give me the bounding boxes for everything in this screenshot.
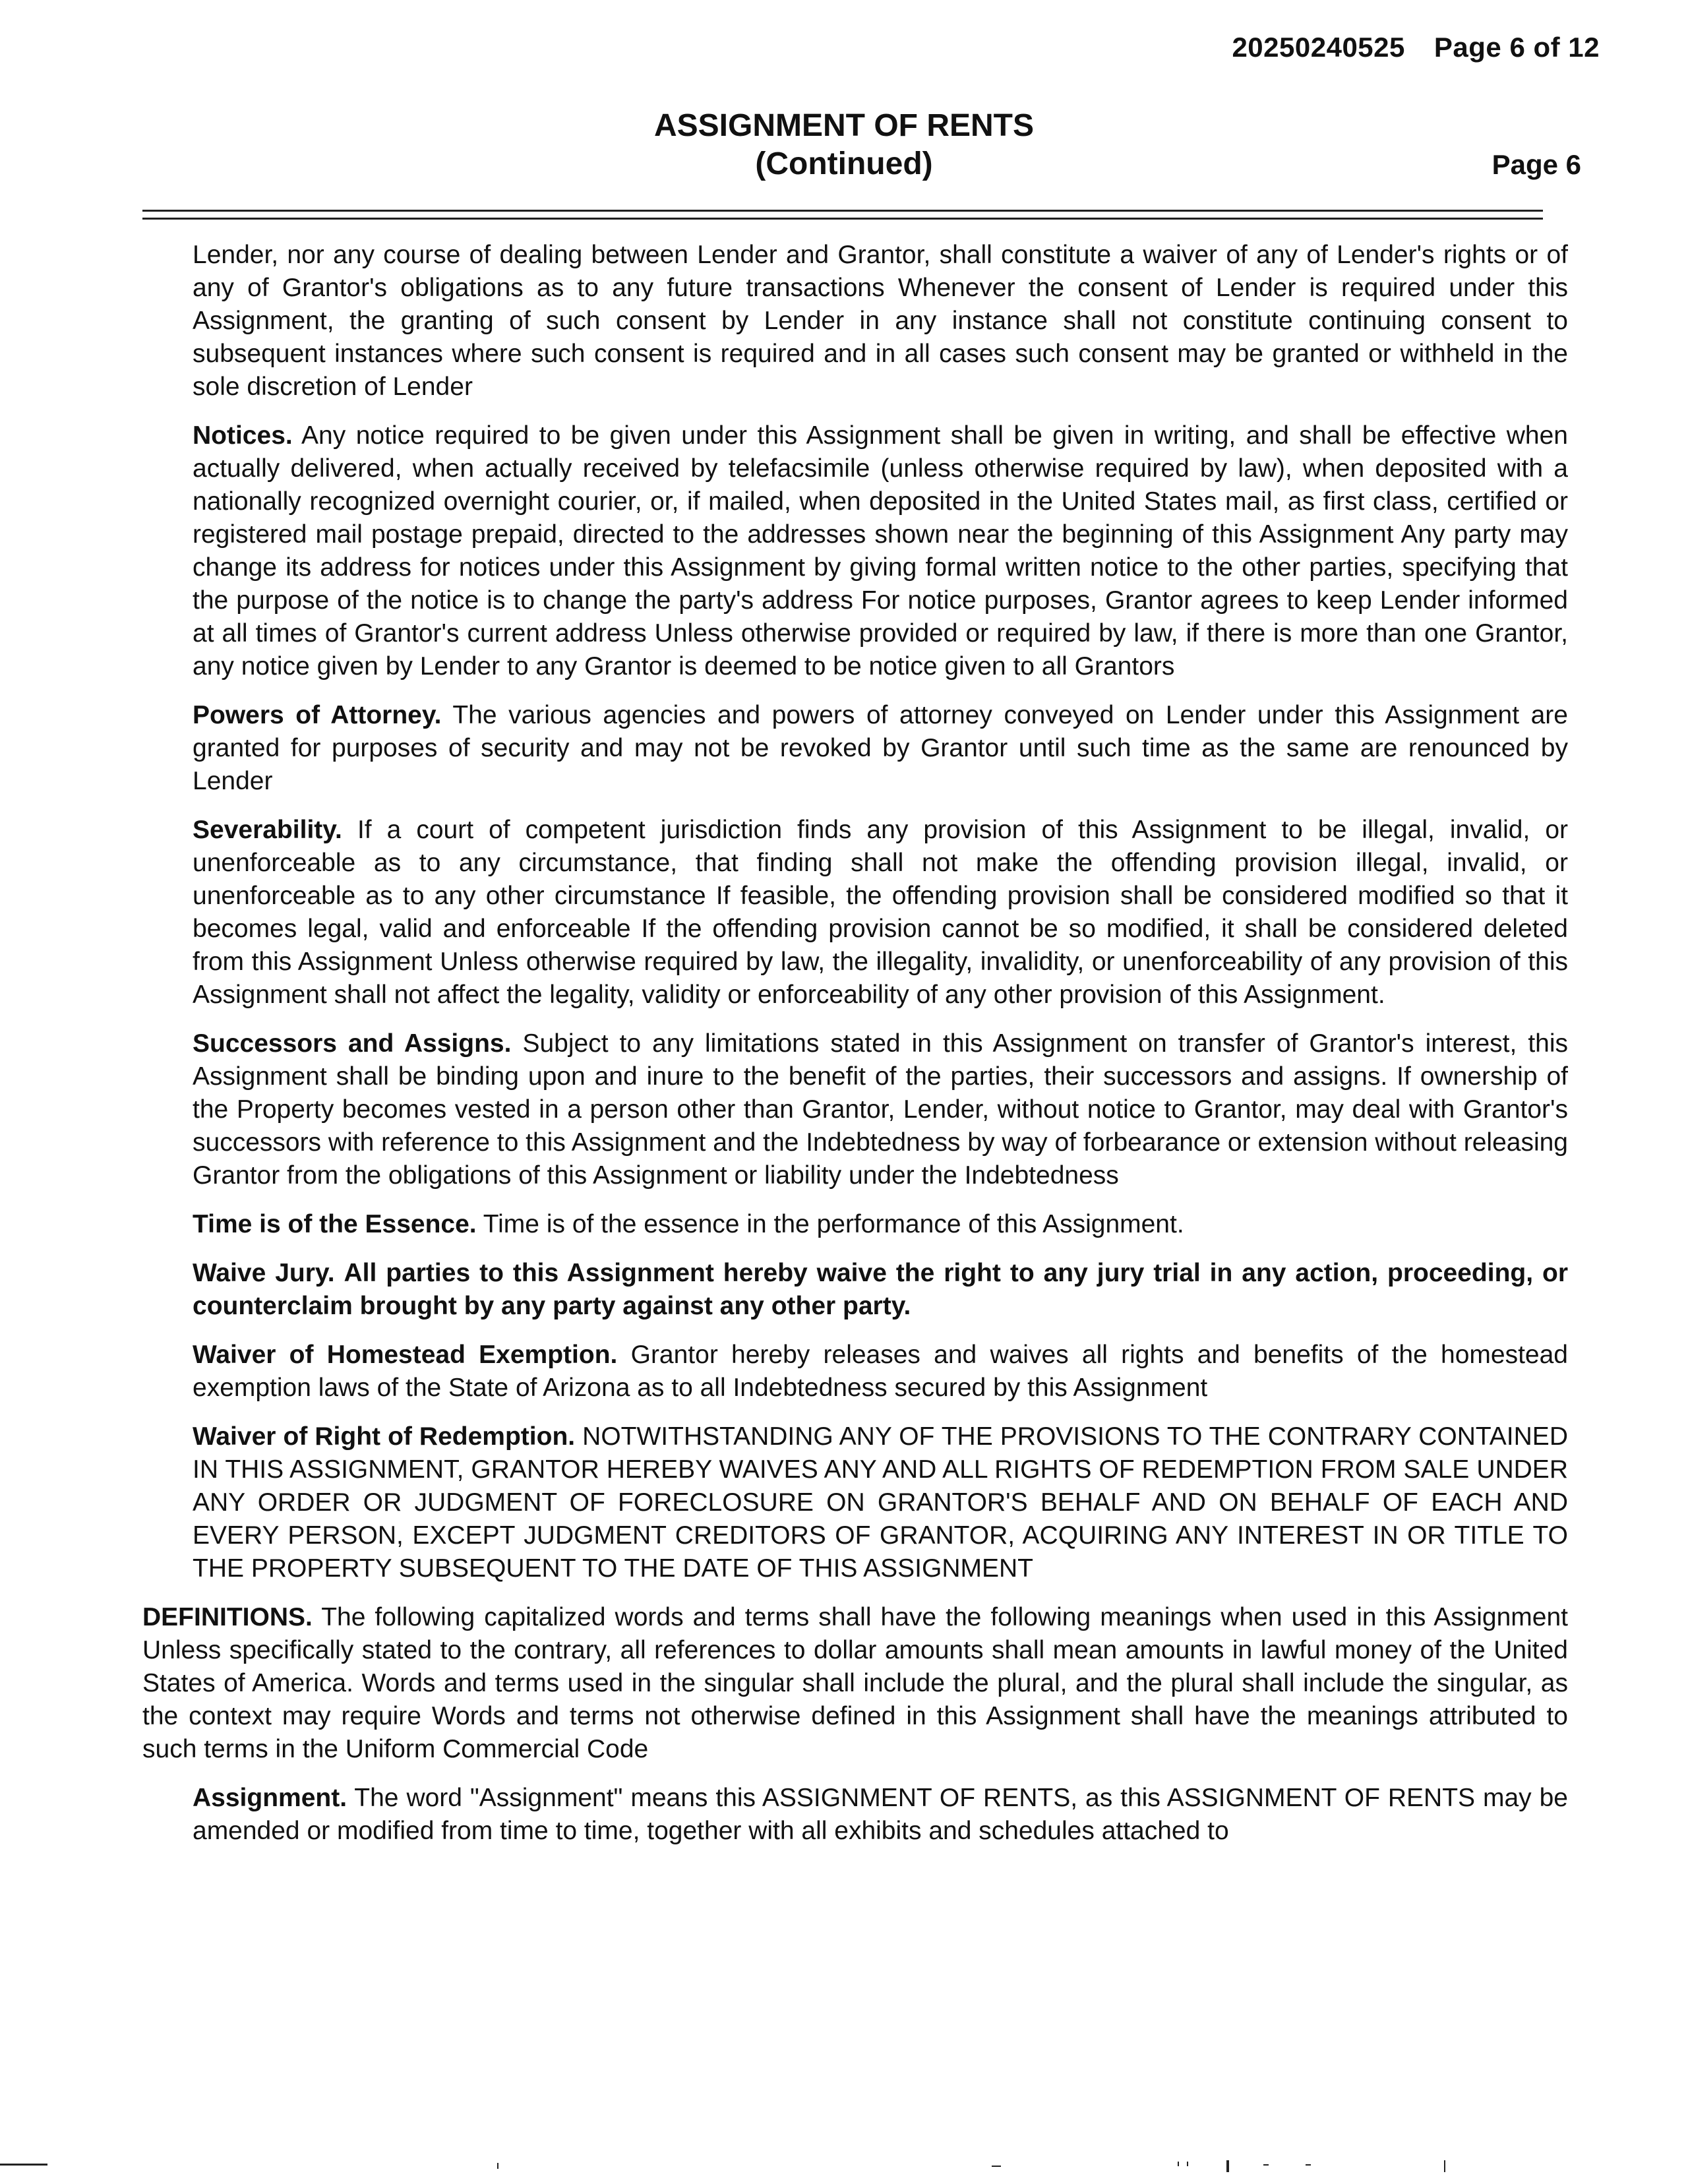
page-label: Page 6 bbox=[1492, 149, 1581, 180]
paragraph-waiver-homestead bbox=[142, 1339, 1568, 1405]
paragraph-text: The word "Assignment" means this ASSIGNMENT OF RENTS, as this ASSIGNMENT OF RENTS may be amended or modified from time to time, together with all exhibits and schedules attached to bbox=[193, 1784, 1568, 1845]
scan-artifact-mark bbox=[1263, 2164, 1269, 2166]
paragraph-text: NOTWITHSTANDING ANY OF THE PROVISIONS TO THE CONTRARY CONTAINED IN THIS ASSIGNMENT, GRANTOR HEREBY WAIVES ANY AND ALL RIGHTS OF REDEMPTION FROM SALE UNDER ANY ORDER OR JUDGMENT OF FORECLOSURE ON GRANTOR'S BEHALF AND ON BEHALF OF EACH AND EVERY PERSON, EXCEPT JUDGMENT CREDITORS OF GRANTOR, ACQUIRING ANY INTEREST IN OR TITLE TO THE PROPERTY SUBSEQUENT TO THE DATE OF THIS ASSIGNMENT bbox=[193, 1422, 1568, 1583]
recording-header bbox=[1232, 32, 1600, 63]
paragraph-text: Lender, nor any course of dealing between Lender and Grantor, shall constitute a waiver of any of Lender's rights or of any of Grantor's obligations as to any future transactions Whenever the consent of Lender is required under this Assignment, the granting of such consent by Lender in any instance shall not constitute continuing consent to subsequent instances where such consent is required and in all cases such consent may be granted or withheld in the sole discretion of Lender bbox=[193, 241, 1568, 401]
paragraph-text: Subject to any limitations stated in this Assignment on transfer of Grantor's interest, this Assignment shall be binding upon and inure to the benefit of the parties, their successors and assigns. If ownership of the Property becomes vested in a person other than Grantor, Lender, without notice to Grantor, may deal with Grantor's successors with reference to this Assignment and the Indebtedness by way of forbearance or extension without releasing Grantor from the obligations of this Assignment or liability under the Indebtedness bbox=[193, 1029, 1569, 1190]
paragraph-notices bbox=[142, 419, 1568, 683]
paragraph-powers-of-attorney bbox=[142, 699, 1568, 798]
paragraph-text: Time is of the essence in the performance of this Assignment. bbox=[483, 1210, 1184, 1238]
paragraph-heading: Assignment. bbox=[193, 1784, 347, 1812]
paragraph-text: If a court of competent jurisdiction finds any provision of this Assignment to be illegal, invalid, or unenforceable as to any circumstance, that finding shall not make the offending provision illegal, invalid, or unenforceable as to any other circumstance If feasible, the offending provision shall be considered modified so that it becomes legal, valid and enforceable If the offending provision cannot be so modified, it shall be considered deleted from this Assignment Unless otherwise required by law, the illegality, invalidity, or unenforceability of any provision of this Assignment shall not affect the legality, validity or enforceability of any other provision of this Assignment. bbox=[193, 816, 1568, 1009]
scan-artifact-mark bbox=[1444, 2160, 1445, 2172]
paragraph-severability bbox=[142, 814, 1568, 1012]
paragraph-text: The various agencies and powers of attorney conveyed on Lender under this Assignment are granted for purposes of security and may not be revoked by Grantor until such time as the same are renounced by Lender bbox=[193, 701, 1568, 795]
paragraph-heading: Waiver of Right of Redemption. bbox=[193, 1422, 576, 1451]
paragraph-text: The following capitalized words and terms shall have the following meanings when used in this Assignment Unless specifically stated to the contrary, all references to dollar amounts shall mean amounts in lawful money of the United States of America. Words and terms used in the singular shall include the plural, and the plural shall include the singular, as the context may require Words and terms not otherwise defined in this Assignment shall have the meanings attributed to such terms in the Uniform Commercial Code bbox=[142, 1603, 1568, 1763]
paragraph-definitions bbox=[142, 1601, 1568, 1766]
recording-number: 20250240525 bbox=[1232, 32, 1405, 63]
paragraph-assignment-definition bbox=[142, 1782, 1568, 1848]
paragraph-text: Grantor hereby releases and waives all rights and benefits of the homestead exemption laws of the State of Arizona as to all Indebtedness secured by this Assignment bbox=[193, 1341, 1568, 1402]
paragraph-waiver-redemption bbox=[142, 1420, 1568, 1585]
document-body bbox=[142, 239, 1568, 1864]
paragraph-successors-and-assigns bbox=[142, 1027, 1568, 1192]
scan-artifact-mark bbox=[992, 2166, 1001, 2167]
header-rule-bottom bbox=[142, 218, 1543, 220]
paragraph-heading: Powers of Attorney. bbox=[193, 701, 442, 729]
header-rule-top bbox=[142, 210, 1543, 212]
title-subtitle: (Continued) bbox=[755, 146, 933, 181]
scan-artifact-mark bbox=[1306, 2164, 1311, 2166]
paragraph-waive-jury bbox=[142, 1257, 1568, 1323]
paragraph-heading: Successors and Assigns. bbox=[193, 1029, 512, 1058]
page-count: Page 6 of 12 bbox=[1433, 32, 1600, 63]
paragraph-time-of-essence bbox=[142, 1208, 1568, 1241]
paragraph-text: All parties to this Assignment hereby waive the right to any jury trial in any action, proceeding, or counterclaim brought by any party against any other party. bbox=[193, 1259, 1568, 1320]
paragraph-heading: Waive Jury. bbox=[193, 1259, 335, 1287]
paragraph-heading: Notices. bbox=[193, 421, 293, 450]
scan-artifact-mark bbox=[1187, 2162, 1188, 2166]
scan-artifact-mark bbox=[1226, 2160, 1229, 2172]
scan-artifact-mark bbox=[0, 2164, 47, 2166]
paragraph-heading: Severability. bbox=[193, 816, 342, 844]
paragraph-waiver-continued bbox=[142, 239, 1568, 404]
paragraph-heading: Waiver of Homestead Exemption. bbox=[193, 1341, 618, 1369]
paragraph-text: Any notice required to be given under this Assignment shall be given in writing, and shall be effective when actually delivered, when actually received by telefacsimile (unless otherwise required by law), when deposited with a nationally recognized overnight courier, or, if mailed, when deposited in the United States mail, as first class, certified or registered mail postage prepaid, directed to the addresses shown near the beginning of this Assignment Any party may change its address for notices under this Assignment by giving formal written notice to the other parties, specifying that the purpose of the notice is to change the party's address For notice purposes, Grantor agrees to keep Lender informed at all times of Grantor's current address Unless otherwise provided or required by law, if there is more than one Grantor, any notice given by Lender to any Grantor is deemed to be notice given to all Grantors bbox=[193, 421, 1568, 681]
paragraph-heading: DEFINITIONS. bbox=[142, 1603, 313, 1631]
document-title bbox=[0, 107, 1688, 183]
title-main: ASSIGNMENT OF RENTS bbox=[653, 108, 1035, 143]
scan-artifact-mark bbox=[497, 2163, 498, 2169]
scan-artifact-mark bbox=[1178, 2162, 1179, 2166]
paragraph-heading: Time is of the Essence. bbox=[193, 1210, 477, 1238]
